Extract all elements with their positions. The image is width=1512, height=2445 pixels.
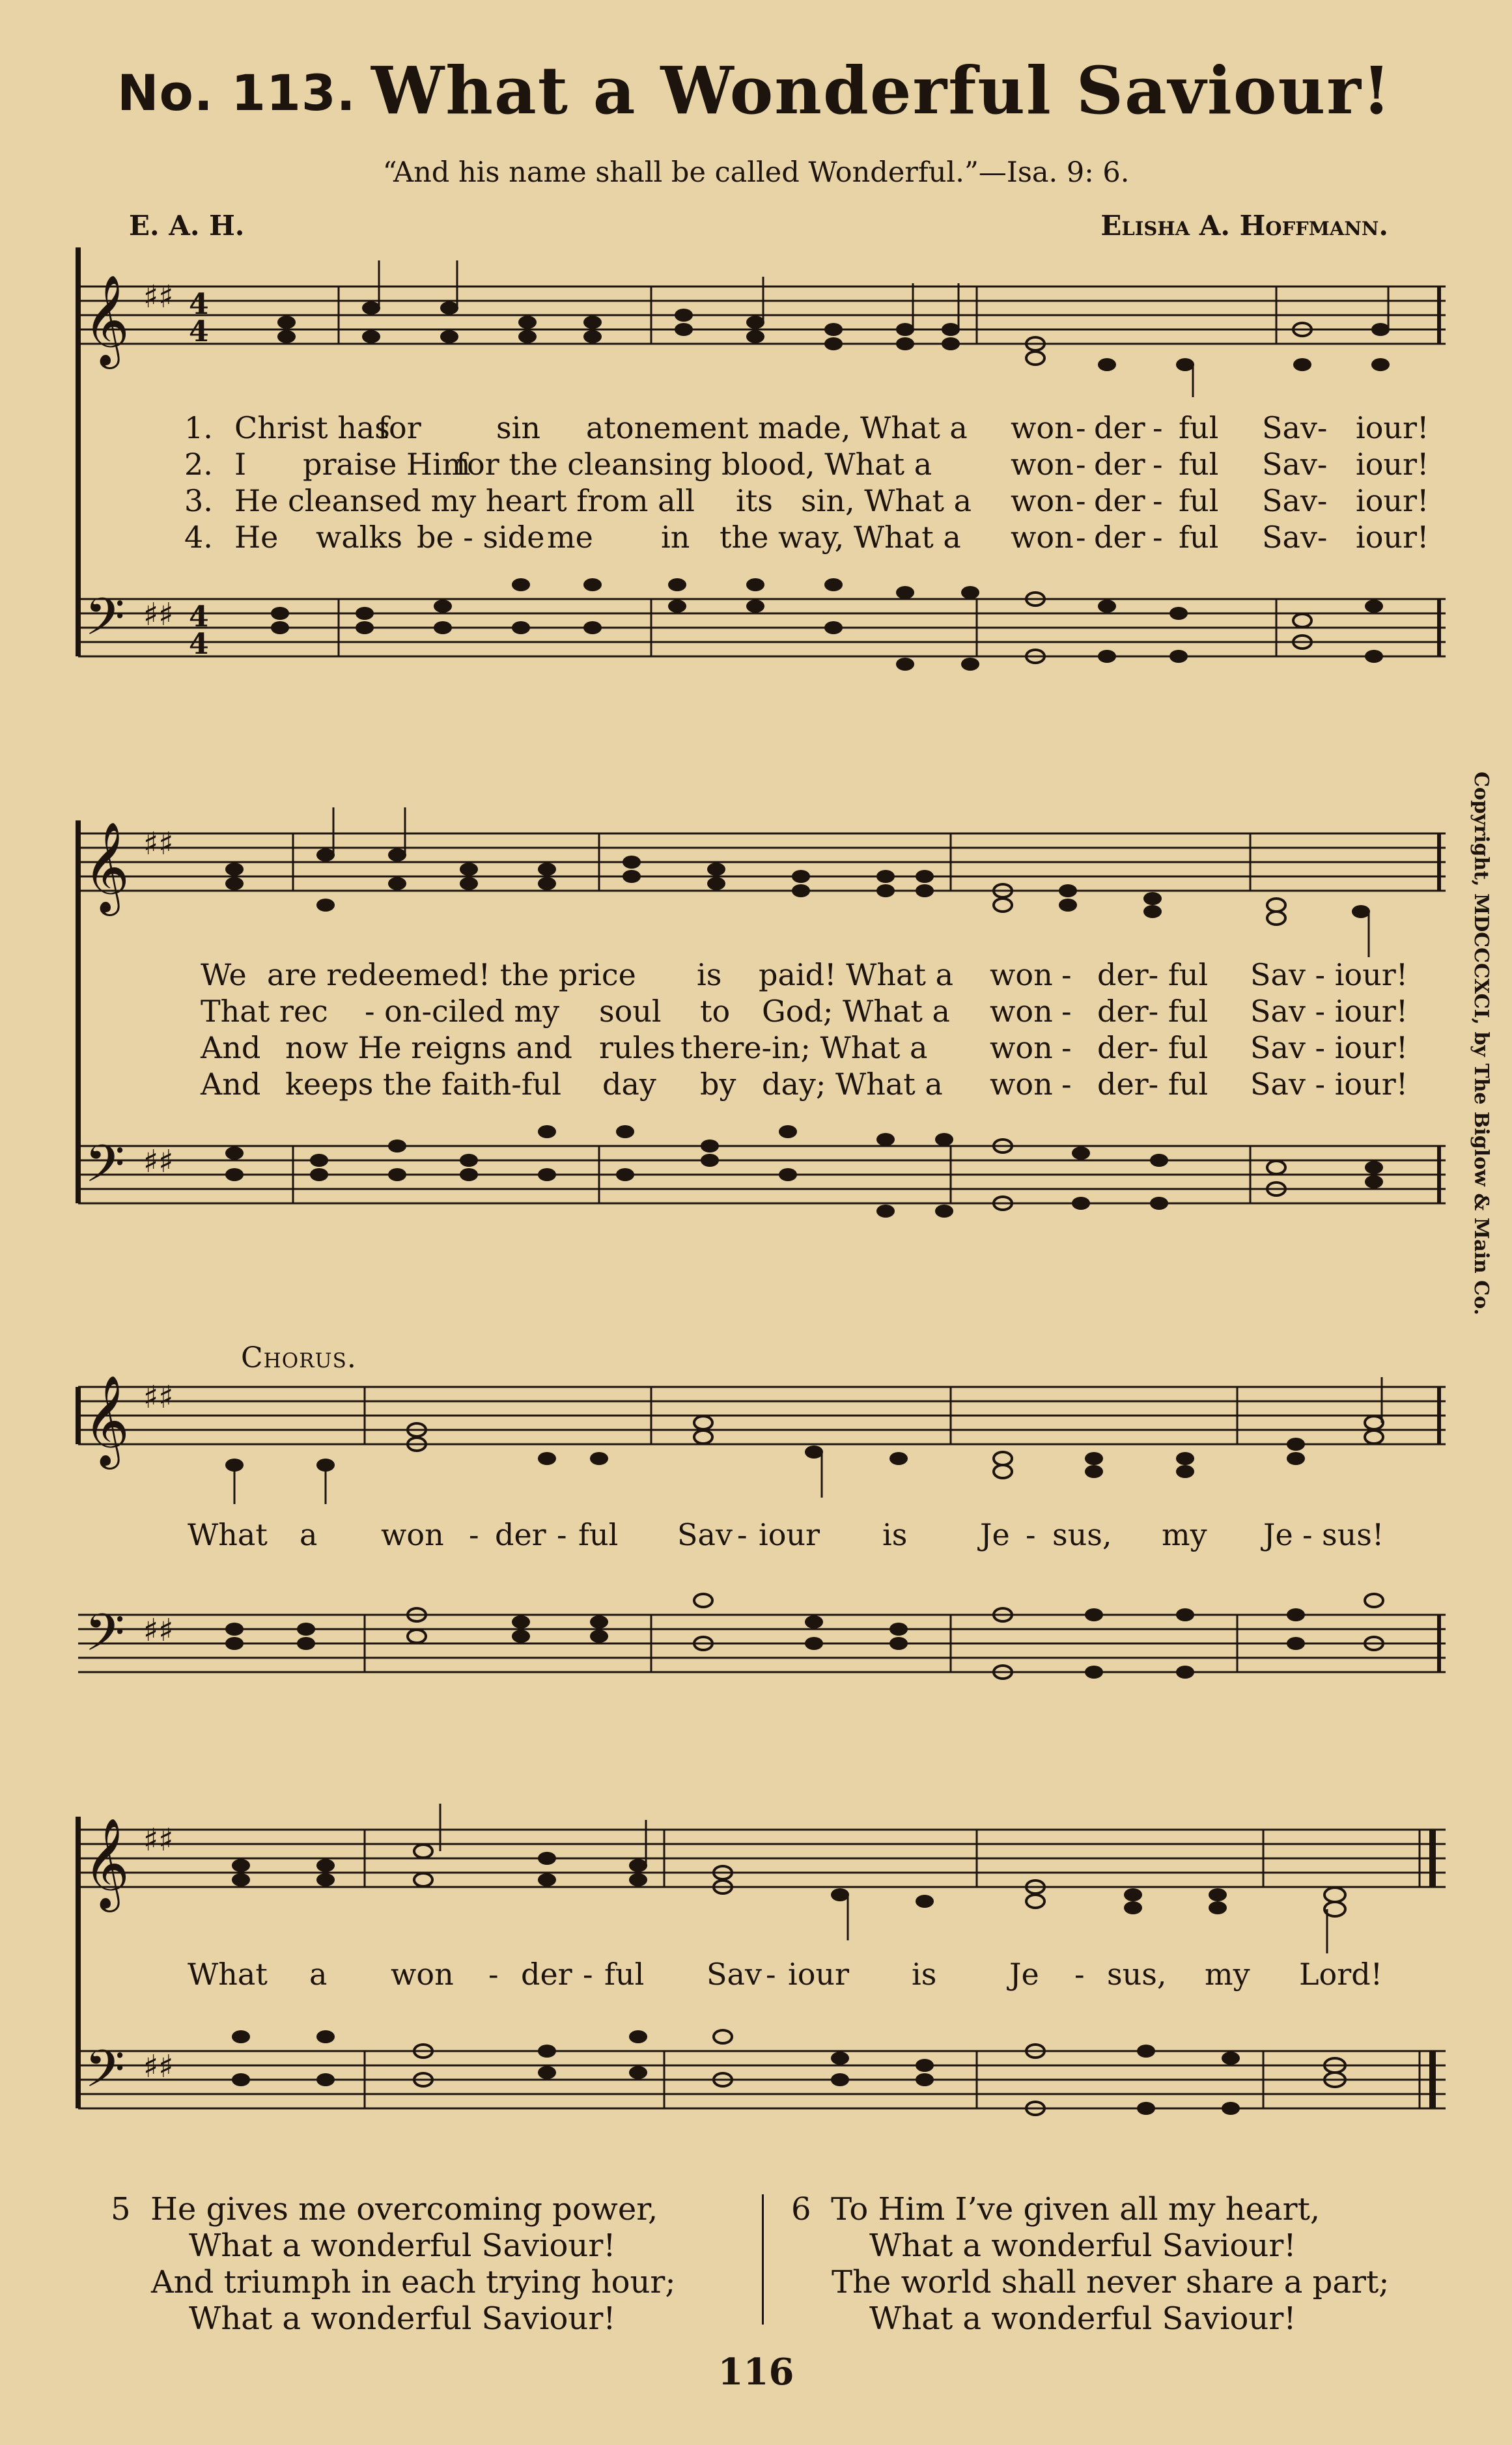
syllable: won [990,994,1053,1029]
syllable: Christ has [234,410,390,445]
syllable: won [1011,483,1074,518]
syllable: Je [1009,1957,1039,1992]
hymn-title: What a Wonderful Saviour! [371,52,1392,129]
syllable: We [201,957,247,992]
syllable: - [1061,994,1072,1029]
chorus-lyric-2 [78,1957,1446,1993]
svg-text:♯♯: ♯♯ [143,826,174,862]
syllable: ful [578,1517,619,1552]
syllable: - [1302,1517,1313,1552]
syllable: my [1162,1517,1207,1552]
syllable: its [736,483,773,518]
syllable: - [1153,447,1163,482]
syllable: What [188,1957,268,1992]
lyricist-initials: E. A. H. [129,210,245,242]
syllable: He [234,520,279,555]
svg-text:♯♯: ♯♯ [143,1612,174,1649]
bass-staff-graphic [78,586,1446,669]
music-system-1 [78,273,1446,742]
syllable: is [882,1517,908,1552]
svg-text:4: 4 [189,288,209,321]
svg-text:♯♯: ♯♯ [143,1143,174,1180]
syllable: iour! [1356,447,1429,482]
verse-number: 1. [184,410,213,445]
syllable: day [602,1067,656,1102]
verse-4-lyric [78,520,1446,556]
verse-number: 6 [791,2191,811,2228]
scripture-epigraph: “And his name shall be called Wonderful.”—Isa. 9: 6. [382,156,1130,189]
syllable: won [1011,520,1074,555]
syllable: won [381,1517,444,1552]
syllable: Sav - iour! [1250,1030,1408,1065]
svg-text:𝄞: 𝄞 [83,1818,130,1908]
verse-2-lyric [78,994,1446,1030]
extra-verse-6 [791,2191,1389,2337]
syllable: won [391,1957,454,1992]
syllable: Sav - iour! [1250,957,1408,992]
verse-1-lyric [78,410,1446,447]
syllable: der [1094,520,1145,555]
verse-line: 5 He gives me overcoming power, [111,2191,658,2228]
music-system-4 [78,1817,1446,2181]
verse-3-lyric [78,483,1446,520]
syllable: Sav- [1262,410,1328,445]
syllable: Je [980,1517,1010,1552]
treble-staff [78,820,1446,912]
svg-text:♯♯: ♯♯ [143,1822,174,1858]
treble-staff-graphic [78,1374,1446,1466]
syllable: - [1026,1517,1036,1552]
verse-number: 5 [111,2191,131,2228]
svg-text:𝄞: 𝄞 [83,1375,130,1466]
syllable: Je [1263,1517,1293,1552]
verse-line: What a wonderful Saviour! [189,2228,616,2264]
syllable: - [583,1957,593,1992]
bass-staff [78,1602,1446,1685]
svg-text:♯♯: ♯♯ [143,2048,174,2085]
syllable: me [547,520,593,555]
syllable: sus, [1052,1517,1112,1552]
treble-staff [78,1374,1446,1466]
syllable: iour! [1356,410,1429,445]
svg-text:♯♯: ♯♯ [143,596,174,633]
syllable: And [201,1030,261,1065]
syllable: sus! [1322,1517,1384,1552]
syllable: der [495,1517,546,1552]
syllable: der- ful [1097,957,1209,992]
syllable: the way, What a [720,520,961,555]
chorus-label: Chorus. [241,1341,357,1375]
syllable: He cleansed my heart from all [234,483,695,518]
syllable: ful [1179,410,1219,445]
treble-staff-graphic [78,1817,1446,1908]
syllable: Sav- [1262,483,1328,518]
syllable: my [1205,1957,1250,1992]
syllable: - [737,1517,748,1552]
copyright-notice: Copyright, MDCCCXCI, by The Biglow & Main Co. [1470,772,1492,1315]
syllable: atonement made, What a [586,410,968,445]
syllable: ful [604,1957,645,1992]
svg-text:𝄢: 𝄢 [85,1134,125,1207]
syllable: Sav - iour! [1250,1067,1408,1102]
bass-staff [78,2038,1446,2121]
syllable: Sav - iour! [1250,994,1408,1029]
verse-line: The world shall never share a part; [832,2264,1390,2300]
syllable: That rec [201,994,328,1029]
syllable: ful [1179,447,1219,482]
syllable: - [1061,957,1072,992]
syllable: to [700,994,731,1029]
syllable: day; What a [762,1067,943,1102]
syllable: - [1076,410,1086,445]
syllable: is [697,957,722,992]
treble-staff [78,273,1446,365]
syllable: - [1153,520,1163,555]
syllable: won [1011,447,1074,482]
syllable: soul [599,994,662,1029]
syllable: der [521,1957,572,1992]
syllable: be - side [417,520,545,555]
syllable: Sav- [1262,520,1328,555]
syllable: sus, [1107,1957,1167,1992]
syllable: - [1076,483,1086,518]
svg-text:𝄢: 𝄢 [85,2039,125,2112]
syllable: - [1074,1957,1085,1992]
verse-number: 4. [184,520,213,555]
svg-text:♯♯: ♯♯ [143,279,174,315]
verse-2-lyric [78,447,1446,483]
syllable: keeps the faith-ful [285,1067,562,1102]
syllable: I [234,447,247,482]
svg-text:𝄢: 𝄢 [85,1602,125,1675]
svg-text:𝄞: 𝄞 [83,275,130,365]
bass-staff [78,1133,1446,1216]
syllable: What [188,1517,268,1552]
svg-text:4: 4 [189,600,209,634]
syllable: walks [316,520,402,555]
syllable: Sav- [1262,447,1328,482]
syllable: iour! [1356,483,1429,518]
syllable: - [766,1957,776,1992]
verse-3-lyric [78,1030,1446,1067]
syllable: - [1061,1067,1072,1102]
syllable: - [1076,447,1086,482]
syllable: Lord! [1299,1957,1383,1992]
verse-line: What a wonderful Saviour! [869,2228,1296,2264]
syllable: won [990,957,1053,992]
syllable: is [912,1957,937,1992]
syllable: Sav [707,1957,762,1992]
syllable: now He reigns and [285,1030,572,1065]
verse-number: 2. [184,447,213,482]
hymn-number: No. 113. [117,64,356,122]
syllable: - [469,1517,479,1552]
syllable: Sav [677,1517,733,1552]
syllable: sin, What a [801,483,972,518]
syllable: der- ful [1097,1067,1209,1102]
syllable: - [1061,1030,1072,1065]
svg-text:4: 4 [189,315,209,348]
syllable: sin [496,410,540,445]
syllable: a [300,1517,318,1552]
verse-1-lyric [78,957,1446,994]
page-number: 116 [718,2351,794,2394]
syllable: And [201,1067,261,1102]
bass-staff-graphic [78,1133,1446,1216]
syllable: iour [788,1957,850,1992]
syllable: rules [599,1030,676,1065]
syllable: - [1076,520,1086,555]
treble-staff [78,1817,1446,1908]
syllable: there-in; What a [680,1030,928,1065]
syllable: won [990,1067,1053,1102]
svg-text:4: 4 [189,628,209,661]
syllable: are redeemed! the price [267,957,636,992]
syllable: iour [759,1517,820,1552]
syllable: praise Him [303,447,471,482]
verse-4-lyric [78,1067,1446,1103]
syllable: - [1153,483,1163,518]
syllable: paid! What a [759,957,953,992]
syllable: ful [1179,520,1219,555]
syllable: iour! [1356,520,1429,555]
verse-line: What a wonderful Saviour! [189,2300,616,2337]
syllable: a [309,1957,328,1992]
verse-number: 3. [184,483,213,518]
syllable: by [700,1067,736,1102]
bass-staff-graphic [78,1602,1446,1685]
syllable: der [1094,410,1145,445]
syllable: - [488,1957,499,1992]
svg-text:𝄞: 𝄞 [83,822,130,912]
syllable: in [661,520,690,555]
syllable: der- ful [1097,994,1209,1029]
treble-staff-graphic [78,273,1446,365]
chorus-lyric [78,1517,1446,1554]
syllable: - [557,1517,567,1552]
verse-divider [762,2194,764,2325]
syllable: for the cleansing blood, What a [456,447,932,482]
verse-line: And triumph in each trying hour; [151,2264,676,2300]
bass-staff-graphic [78,2038,1446,2121]
syllable: won [990,1030,1053,1065]
music-system-3 [78,1341,1446,1765]
syllable: der [1094,483,1145,518]
verse-line: What a wonderful Saviour! [869,2300,1296,2337]
syllable: won [1011,410,1074,445]
music-system-2 [78,820,1446,1276]
syllable: for [378,410,421,445]
extra-verse-5 [111,2191,676,2337]
bass-staff [78,586,1446,669]
composer-name: Elisha A. Hoffmann. [1100,210,1388,242]
treble-staff-graphic [78,820,1446,912]
syllable: ful [1179,483,1219,518]
syllable: - on-ciled my [365,994,560,1029]
syllable: God; What a [762,994,950,1029]
syllable: - [1153,410,1163,445]
syllable: der- ful [1097,1030,1209,1065]
svg-text:𝄢: 𝄢 [85,587,125,660]
syllable: der [1094,447,1145,482]
verse-line: 6 To Him I’ve given all my heart, [791,2191,1321,2228]
svg-text:♯♯: ♯♯ [143,1379,174,1416]
